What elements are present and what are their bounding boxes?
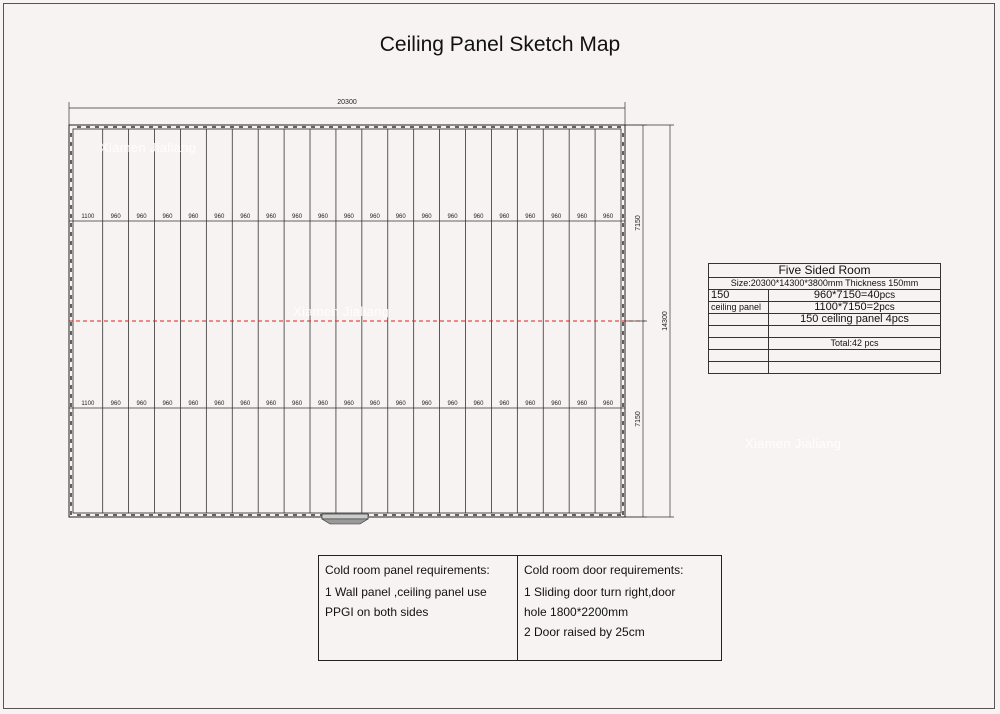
panel-width-label: 960 bbox=[447, 214, 458, 220]
panel-width-label: 960 bbox=[136, 214, 147, 220]
panel-width-label: 960 bbox=[110, 214, 121, 220]
overall-width-label: 20300 bbox=[337, 99, 357, 106]
watermark: Xiamen Jialiang bbox=[100, 140, 197, 155]
table-cell bbox=[709, 338, 769, 350]
panel-width-label: 960 bbox=[473, 214, 484, 220]
panel-width-label: 960 bbox=[551, 214, 562, 220]
panel-width-label: 960 bbox=[162, 214, 173, 220]
room-size: Size:20300*14300*3800mm Thickness 150mm bbox=[709, 278, 941, 290]
panel-width-label: 960 bbox=[421, 401, 432, 407]
panel-width-label: 960 bbox=[266, 401, 277, 407]
door-requirements bbox=[517, 556, 721, 660]
table-cell: 150 ceiling panel 4pcs bbox=[769, 314, 941, 326]
half-height-label: 7150 bbox=[635, 411, 642, 427]
room-spec-table bbox=[708, 263, 941, 374]
panel-req-line: PPGI on both sides bbox=[325, 605, 429, 619]
table-cell: ceiling panel bbox=[709, 302, 769, 314]
table-cell: 960*7150=40pcs bbox=[769, 290, 941, 302]
panel-width-label: 960 bbox=[188, 214, 199, 220]
panel-width-label: 960 bbox=[292, 401, 303, 407]
half-height-label: 7150 bbox=[635, 215, 642, 231]
door-req-line: hole 1800*2200mm bbox=[524, 605, 629, 619]
watermark: Xiamen Jialiang bbox=[293, 304, 390, 319]
panel-width-label: 960 bbox=[110, 401, 121, 407]
door bbox=[322, 514, 368, 519]
panel-width-label: 960 bbox=[317, 214, 328, 220]
panel-width-label: 960 bbox=[188, 401, 199, 407]
table-cell bbox=[709, 350, 769, 362]
door-req-line: 1 Sliding door turn right,door bbox=[524, 585, 676, 599]
panel-width-label: 960 bbox=[499, 214, 510, 220]
panel-width-label: 960 bbox=[499, 401, 510, 407]
panel-width-label: 1100 bbox=[81, 214, 95, 220]
table-cell bbox=[769, 362, 941, 374]
panel-width-label: 960 bbox=[525, 214, 536, 220]
panel-width-label: 960 bbox=[421, 214, 432, 220]
table-cell bbox=[709, 326, 769, 338]
panel-width-label: 960 bbox=[343, 401, 354, 407]
panel-width-label: 960 bbox=[292, 214, 303, 220]
panel-width-label: 960 bbox=[369, 401, 380, 407]
panel-width-label: 960 bbox=[317, 401, 328, 407]
requirements-box bbox=[318, 555, 722, 661]
overall-height-label: 14300 bbox=[662, 311, 669, 331]
panel-width-label: 960 bbox=[240, 401, 251, 407]
panel-width-label: 960 bbox=[162, 401, 173, 407]
table-cell bbox=[769, 350, 941, 362]
panel-width-label: 960 bbox=[577, 214, 588, 220]
panel-width-label: 960 bbox=[266, 214, 277, 220]
table-cell: 150 bbox=[709, 290, 769, 302]
door-track bbox=[322, 519, 368, 524]
panel-width-label: 960 bbox=[369, 214, 380, 220]
watermark: Xiamen Jialiang bbox=[745, 436, 842, 451]
door-req-line: 2 Door raised by 25cm bbox=[524, 625, 645, 639]
panel-width-label: 960 bbox=[395, 401, 406, 407]
panel-width-label: 960 bbox=[525, 401, 536, 407]
panel-width-label: 960 bbox=[551, 401, 562, 407]
panel-width-label: 1100 bbox=[81, 401, 95, 407]
panel-width-label: 960 bbox=[240, 214, 251, 220]
panel-width-label: 960 bbox=[136, 401, 147, 407]
panel-width-label: 960 bbox=[343, 214, 354, 220]
page-title: Ceiling Panel Sketch Map bbox=[379, 33, 621, 56]
panel-width-label: 960 bbox=[603, 401, 614, 407]
panel-width-label: 960 bbox=[473, 401, 484, 407]
table-cell: Total:42 pcs bbox=[769, 338, 941, 350]
panel-width-label: 960 bbox=[577, 401, 588, 407]
table-cell bbox=[709, 314, 769, 326]
panel-width-label: 960 bbox=[395, 214, 406, 220]
table-cell bbox=[709, 362, 769, 374]
panel-width-label: 960 bbox=[214, 214, 225, 220]
panel-req-line: 1 Wall panel ,ceiling panel use bbox=[325, 585, 487, 599]
panel-width-label: 960 bbox=[214, 401, 225, 407]
panel-width-label: 960 bbox=[603, 214, 614, 220]
room-table-title: Five Sided Room bbox=[709, 264, 941, 278]
table-cell bbox=[769, 326, 941, 338]
table-cell: 1100*7150=2pcs bbox=[769, 302, 941, 314]
door-req-title: Cold room door requirements: bbox=[524, 563, 684, 577]
panel-width-label: 960 bbox=[447, 401, 458, 407]
panel-requirements bbox=[319, 556, 517, 660]
panel-req-title: Cold room panel requirements: bbox=[325, 563, 490, 577]
